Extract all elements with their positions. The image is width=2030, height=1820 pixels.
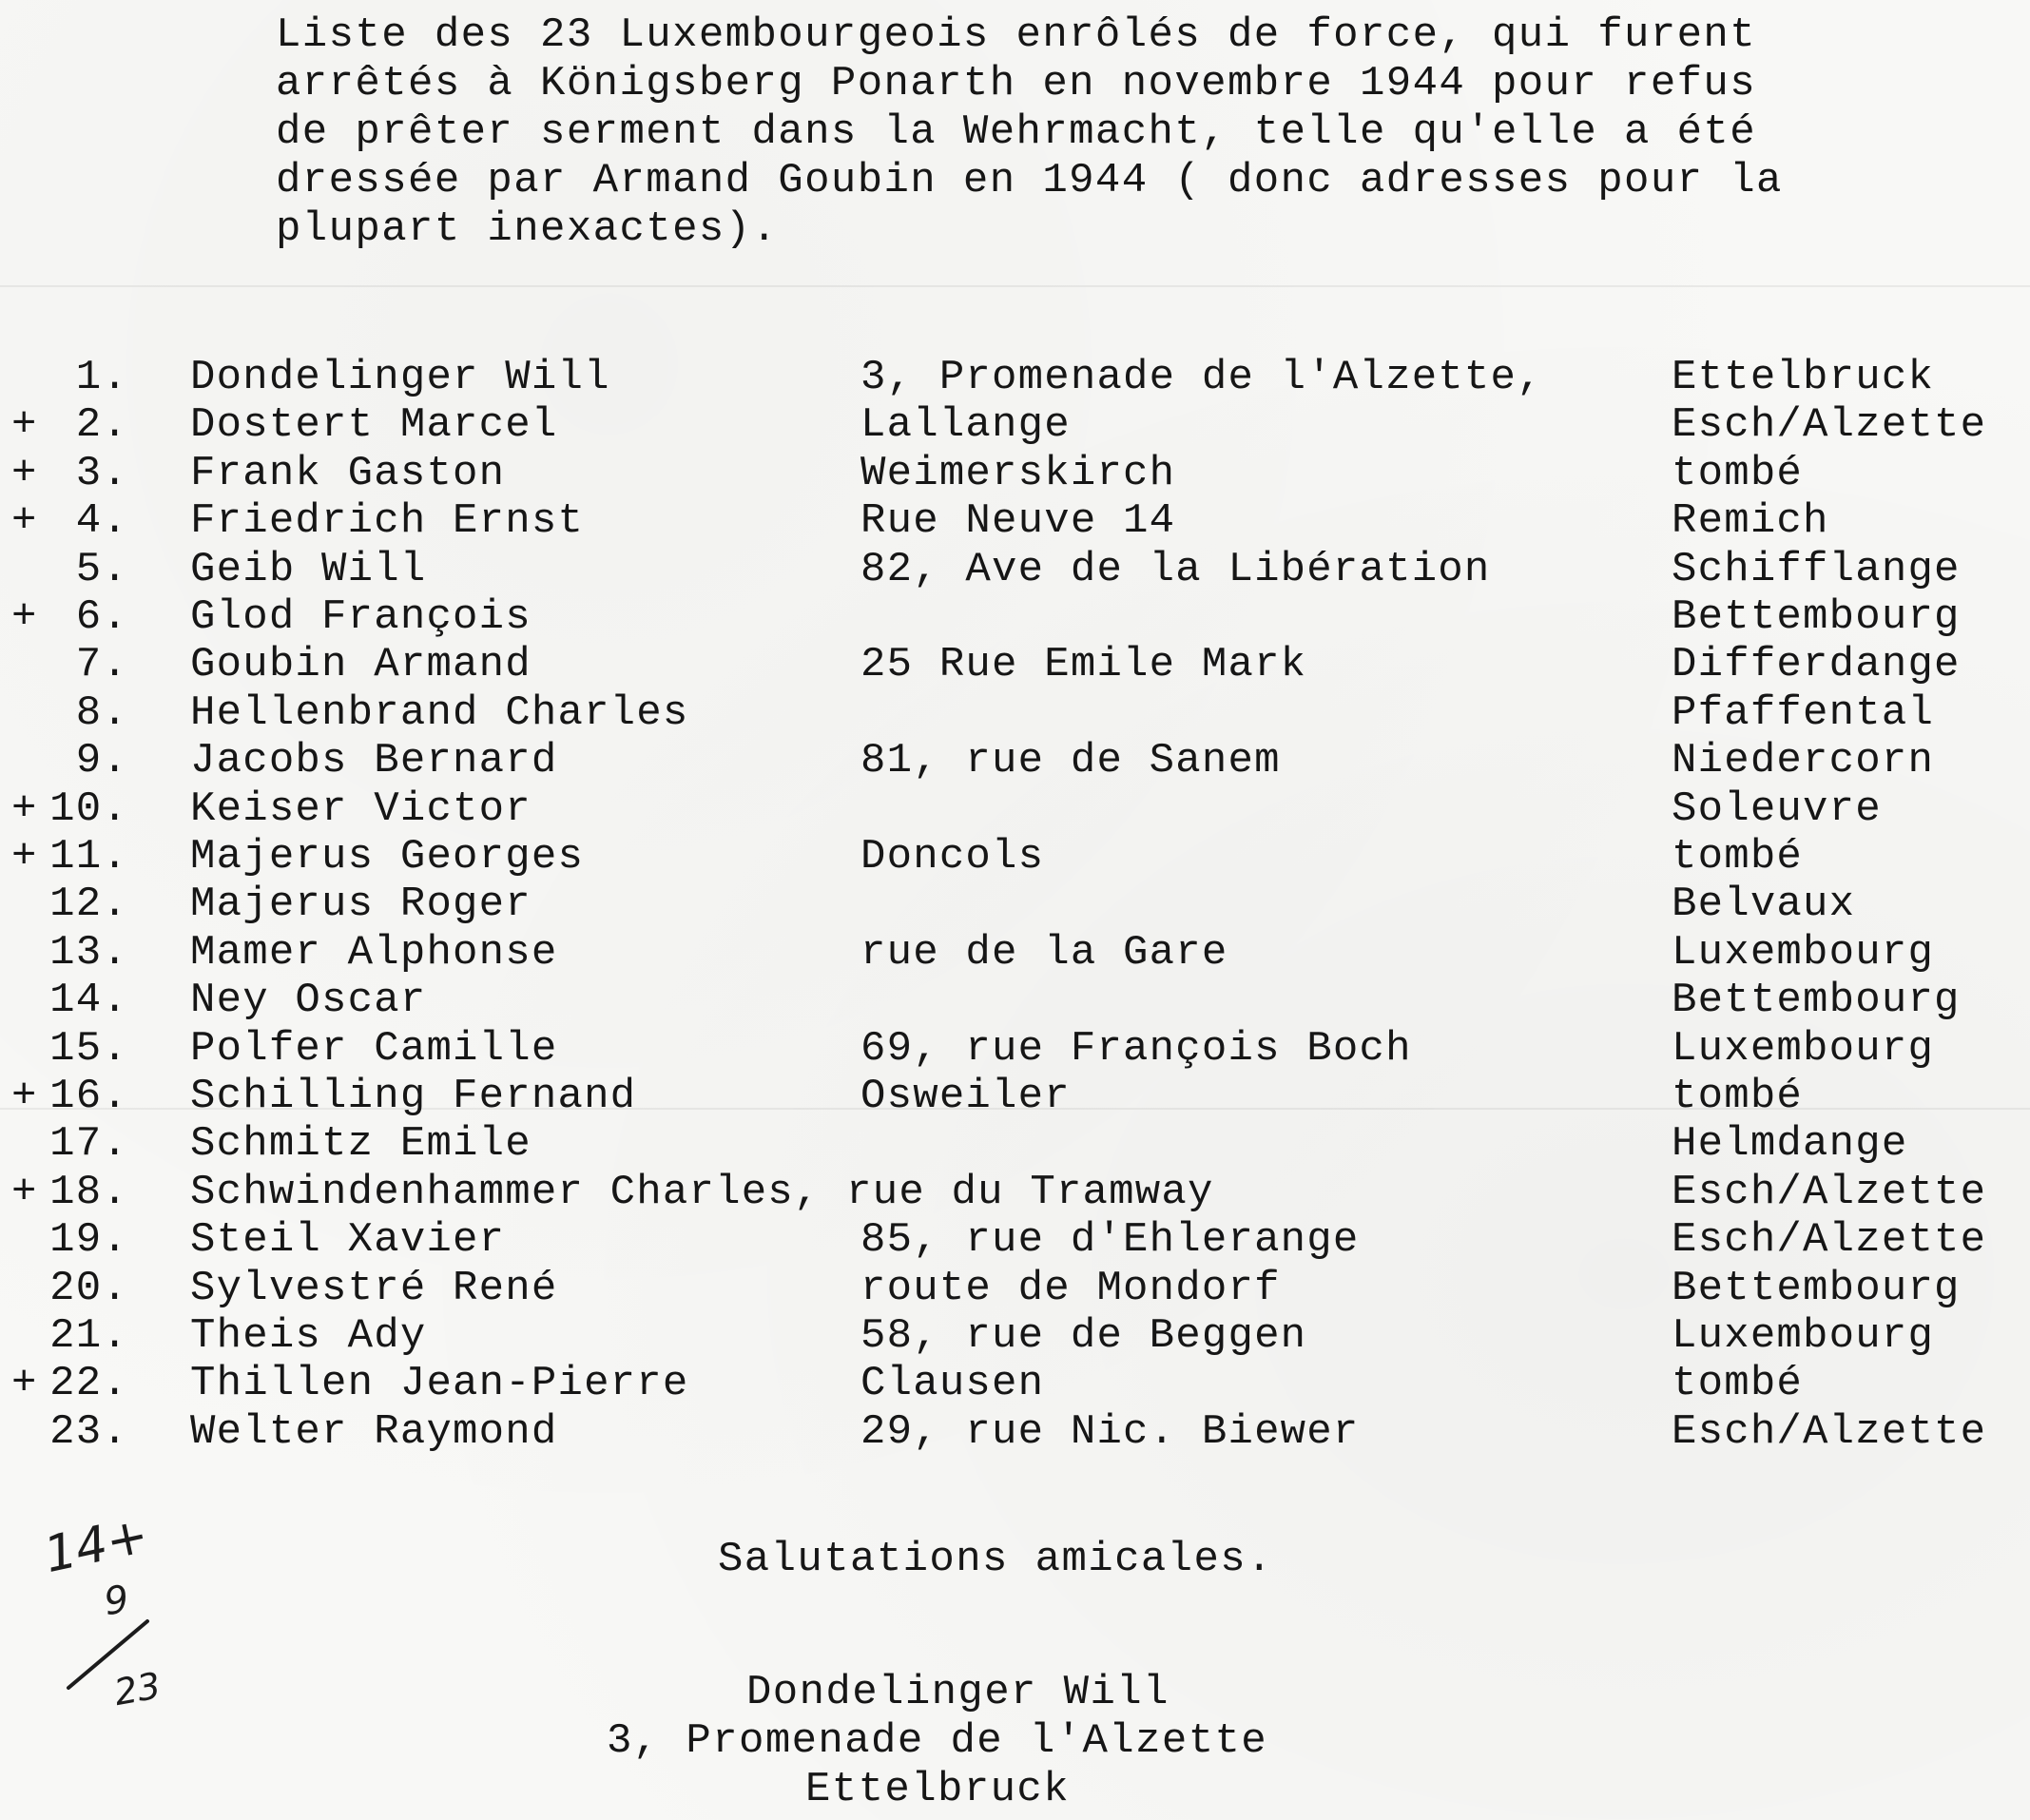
deceased-mark: +: [11, 1360, 38, 1407]
entry-number: 19.: [49, 1216, 128, 1264]
entry-city: Helmdange: [1672, 1120, 1908, 1168]
signature-city: Ettelbruck: [805, 1766, 1071, 1813]
entry-city: Schifflange: [1672, 546, 1961, 593]
intro-line: plupart inexactes).: [276, 205, 779, 253]
handwritten-middle: 9: [101, 1578, 132, 1625]
entry-address: 69, rue François Boch: [860, 1025, 1412, 1073]
entry-address: Weimerskirch: [860, 450, 1176, 497]
entry-name: Mamer Alphonse: [190, 929, 558, 977]
entry-city: Esch/Alzette: [1672, 1408, 1987, 1456]
entry-number: 12.: [49, 881, 128, 928]
entry-city: Esch/Alzette: [1672, 401, 1987, 449]
handwritten-top: 14+: [39, 1507, 154, 1585]
entry-name: Geib Will: [190, 546, 427, 593]
deceased-mark: +: [11, 401, 38, 449]
entry-name: Thillen Jean-Pierre: [190, 1360, 689, 1407]
entry-number: 4.: [75, 497, 128, 545]
entry-city: Belvaux: [1672, 881, 1856, 928]
entry-name: Schmitz Emile: [190, 1120, 532, 1168]
deceased-mark: +: [11, 497, 38, 545]
entry-number: 13.: [49, 929, 128, 977]
entry-number: 21.: [49, 1312, 128, 1360]
entry-city: tombé: [1672, 1360, 1804, 1407]
entry-address: rue de la Gare: [860, 929, 1228, 977]
entry-name: Jacobs Bernard: [190, 737, 558, 784]
entry-city: Luxembourg: [1672, 929, 1935, 977]
deceased-mark: +: [11, 833, 38, 881]
entry-city: tombé: [1672, 833, 1804, 881]
entry-name: Glod François: [190, 593, 532, 641]
entry-address: Doncols: [860, 833, 1045, 881]
entry-city: tombé: [1672, 1073, 1804, 1120]
handwritten-tally: [38, 1507, 190, 1726]
entry-number: 1.: [75, 354, 128, 401]
entry-number: 11.: [49, 833, 128, 881]
entry-city: Bettembourg: [1672, 1265, 1961, 1312]
intro-line: de prêter serment dans la Wehrmacht, telle qu'elle a été: [276, 108, 1757, 156]
entry-city: Esch/Alzette: [1672, 1169, 1987, 1216]
deceased-mark: +: [11, 450, 38, 497]
deceased-mark: +: [11, 1073, 38, 1120]
entry-number: 15.: [49, 1025, 128, 1073]
entry-name: Frank Gaston: [190, 450, 506, 497]
entry-city: tombé: [1672, 450, 1804, 497]
entry-name: Schilling Fernand: [190, 1073, 637, 1120]
entry-name: Ney Oscar: [190, 977, 427, 1024]
entry-name: Hellenbrand Charles: [190, 689, 689, 737]
entry-address: Osweiler: [860, 1073, 1071, 1120]
entry-city: Bettembourg: [1672, 977, 1961, 1024]
entry-number: 14.: [49, 977, 128, 1024]
entry-number: 9.: [75, 737, 128, 784]
entry-city: Niedercorn: [1672, 737, 1935, 784]
intro-line: Liste des 23 Luxembourgeois enrôlés de force, qui furent: [276, 11, 1757, 59]
entry-name: Polfer Camille: [190, 1025, 558, 1073]
entry-city: Luxembourg: [1672, 1025, 1935, 1073]
entry-number: 8.: [75, 689, 128, 737]
entry-city: Remich: [1672, 497, 1829, 545]
signature-address: 3, Promenade de l'Alzette: [607, 1717, 1268, 1765]
entry-number: 17.: [49, 1120, 128, 1168]
entry-name: Theis Ady: [190, 1312, 427, 1360]
paper-fold-line: [0, 285, 2030, 287]
entry-number: 20.: [49, 1265, 128, 1312]
entry-number: 18.: [49, 1169, 128, 1216]
entry-number: 10.: [49, 785, 128, 833]
entry-name: Welter Raymond: [190, 1408, 558, 1456]
entry-city: Soleuvre: [1672, 785, 1882, 833]
entry-address: Clausen: [860, 1360, 1045, 1407]
entry-address: route de Mondorf: [860, 1265, 1281, 1312]
entry-number: 3.: [75, 450, 128, 497]
intro-line: dressée par Armand Goubin en 1944 ( donc adresses pour la: [276, 157, 1783, 204]
intro-paragraph: [276, 11, 1783, 254]
deceased-mark: +: [11, 593, 38, 641]
entry-name: Schwindenhammer Charles, rue du Tramway: [190, 1169, 1214, 1216]
entry-number: 6.: [75, 593, 128, 641]
entry-name: Keiser Victor: [190, 785, 532, 833]
entry-address: 85, rue d'Ehlerange: [860, 1216, 1360, 1264]
entry-address: Lallange: [860, 401, 1071, 449]
entry-city: Differdange: [1672, 641, 1961, 688]
entry-name: Goubin Armand: [190, 641, 532, 688]
entry-number: 23.: [49, 1408, 128, 1456]
entry-number: 22.: [49, 1360, 128, 1407]
intro-line: arrêtés à Königsberg Ponarth en novembre 1944 pour refus: [276, 60, 1757, 107]
entry-name: Sylvestré René: [190, 1265, 558, 1312]
entry-name: Steil Xavier: [190, 1216, 506, 1264]
handwritten-bottom: 23: [110, 1664, 164, 1714]
entry-number: 2.: [75, 401, 128, 449]
entry-city: Esch/Alzette: [1672, 1216, 1987, 1264]
entry-number: 7.: [75, 641, 128, 688]
entry-address: Rue Neuve 14: [860, 497, 1176, 545]
entry-address: 29, rue Nic. Biewer: [860, 1408, 1360, 1456]
deceased-mark: +: [11, 785, 38, 833]
entry-address: 58, rue de Beggen: [860, 1312, 1307, 1360]
entry-city: Bettembourg: [1672, 593, 1961, 641]
greeting: Salutations amicales.: [718, 1536, 1273, 1583]
entry-number: 5.: [75, 546, 128, 593]
entry-name: Majerus Roger: [190, 881, 532, 928]
entry-address: 81, rue de Sanem: [860, 737, 1281, 784]
entry-name: Dostert Marcel: [190, 401, 558, 449]
entry-name: Friedrich Ernst: [190, 497, 585, 545]
entry-city: Ettelbruck: [1672, 354, 1935, 401]
entry-city: Pfaffental: [1672, 689, 1935, 737]
entry-address: 82, Ave de la Libération: [860, 546, 1491, 593]
deceased-mark: +: [11, 1169, 38, 1216]
entry-name: Majerus Georges: [190, 833, 585, 881]
entry-name: Dondelinger Will: [190, 354, 610, 401]
entry-address: 3, Promenade de l'Alzette,: [860, 354, 1543, 401]
entry-address: 25 Rue Emile Mark: [860, 641, 1307, 688]
entry-city: Luxembourg: [1672, 1312, 1935, 1360]
entry-number: 16.: [49, 1073, 128, 1120]
signature-name: Dondelinger Will: [746, 1669, 1170, 1716]
